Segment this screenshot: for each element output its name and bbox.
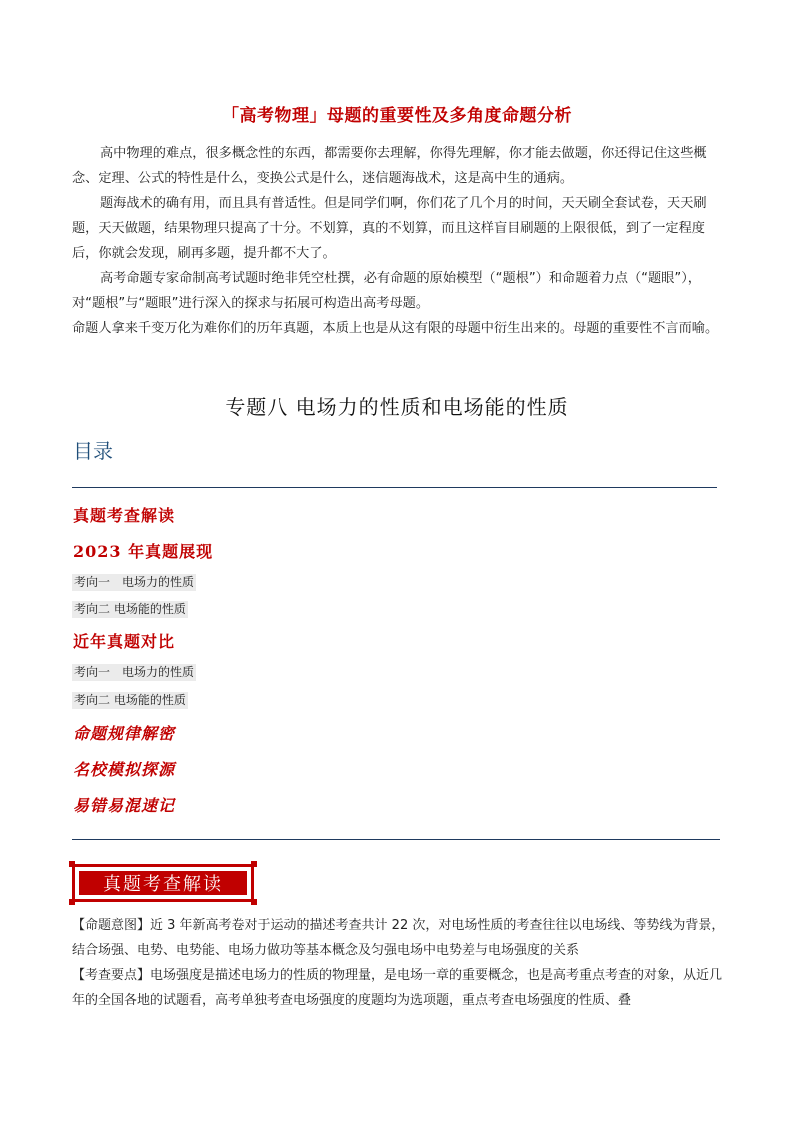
banner-corner	[251, 861, 257, 867]
intro-paragraph-4: 命题人拿来千变万化为难你们的历年真题，本质上也是从这有限的母题中衍生出来的。母题的重要性不言而喻。	[72, 321, 719, 336]
section-banner	[72, 864, 254, 902]
toc-title: 目录	[73, 439, 113, 463]
toc-link-mock-source[interactable]: 名校模拟探源	[73, 760, 176, 779]
body-section	[72, 913, 728, 1013]
toc-link-pattern-decode[interactable]: 命题规律解密	[73, 724, 176, 743]
body-paragraph-1	[72, 913, 728, 963]
banner-label: 真题考查解读	[103, 874, 223, 895]
body-text-intent: 近 3 年新高考卷对于运动的描述考查共计 22 次，对电场性质的考查往往以电场线、等势线为背景，结合场强、电势、电势能、电场力做功等基本概念及匀强电场中电势差与电场强度的关系	[72, 918, 725, 958]
intro-section	[72, 141, 726, 341]
toc-link-exam-analysis[interactable]: 真题考查解读	[73, 506, 176, 525]
banner-corner	[69, 861, 75, 867]
banner-inner	[78, 870, 248, 896]
body-tag-points: 【考查要点】	[72, 968, 151, 983]
toc-bottom-divider	[72, 839, 720, 840]
body-paragraph-2	[72, 963, 728, 1013]
body-tag-intent: 【命题意图】	[72, 918, 151, 933]
toc-link-recent-exams[interactable]: 近年真题对比	[73, 632, 176, 651]
toc-link-error-memo[interactable]: 易错易混速记	[73, 796, 176, 815]
toc-link-2023-direction-2[interactable]: 考向二 电场能的性质	[74, 602, 186, 616]
toc-link-recent-direction-2[interactable]: 考向二 电场能的性质	[74, 693, 186, 707]
toc-link-2023-direction-1[interactable]: 考向一 电场力的性质	[74, 575, 195, 589]
banner-corner	[251, 899, 257, 905]
toc-link-recent-direction-1[interactable]: 考向一 电场力的性质	[74, 665, 195, 679]
intro-paragraph-1: 高中物理的难点，很多概念性的东西，都需要你去理解，你得先理解，你才能去做题，你还得记住这些概念、定理、公式的特性是什么，变换公式是什么，迷信题海战术，这是高中生的通病。	[72, 146, 707, 186]
toc-link-2023-exam[interactable]: 2023 年真题展现	[73, 542, 214, 561]
banner-corner	[69, 899, 75, 905]
intro-paragraph-3: 高考命题专家命制高考试题时绝非凭空杜撰，必有命题的原始模型（“题根”）和命题着力点（“题眼”），对“题根”与“题眼”进行深入的探求与拓展可构造出高考母题。	[72, 271, 701, 311]
main-title: 「高考物理」母题的重要性及多角度命题分析	[222, 106, 572, 126]
body-text-points: 电场强度是描述电场力的性质的物理量，是电场一章的重要概念，也是高考重点考查的对象，从近几年的全国各地的试题看，高考单独考查电场强度的度题均为选项题，重点考查电场强度的性质、叠	[72, 968, 723, 1008]
topic-title: 专题八 电场力的性质和电场能的性质	[225, 395, 569, 419]
toc-top-divider	[72, 487, 717, 488]
intro-paragraph-2: 题海战术的确有用，而且具有普适性。但是同学们啊，你们花了几个月的时间，天天刷全套试卷，天天刷题，天天做题，结果物理只提高了十分。不划算，真的不划算，而且这样盲目刷题的上限很低，到了一定程度后，你就会发现，刷再多题，提升都不大了。	[72, 196, 707, 261]
